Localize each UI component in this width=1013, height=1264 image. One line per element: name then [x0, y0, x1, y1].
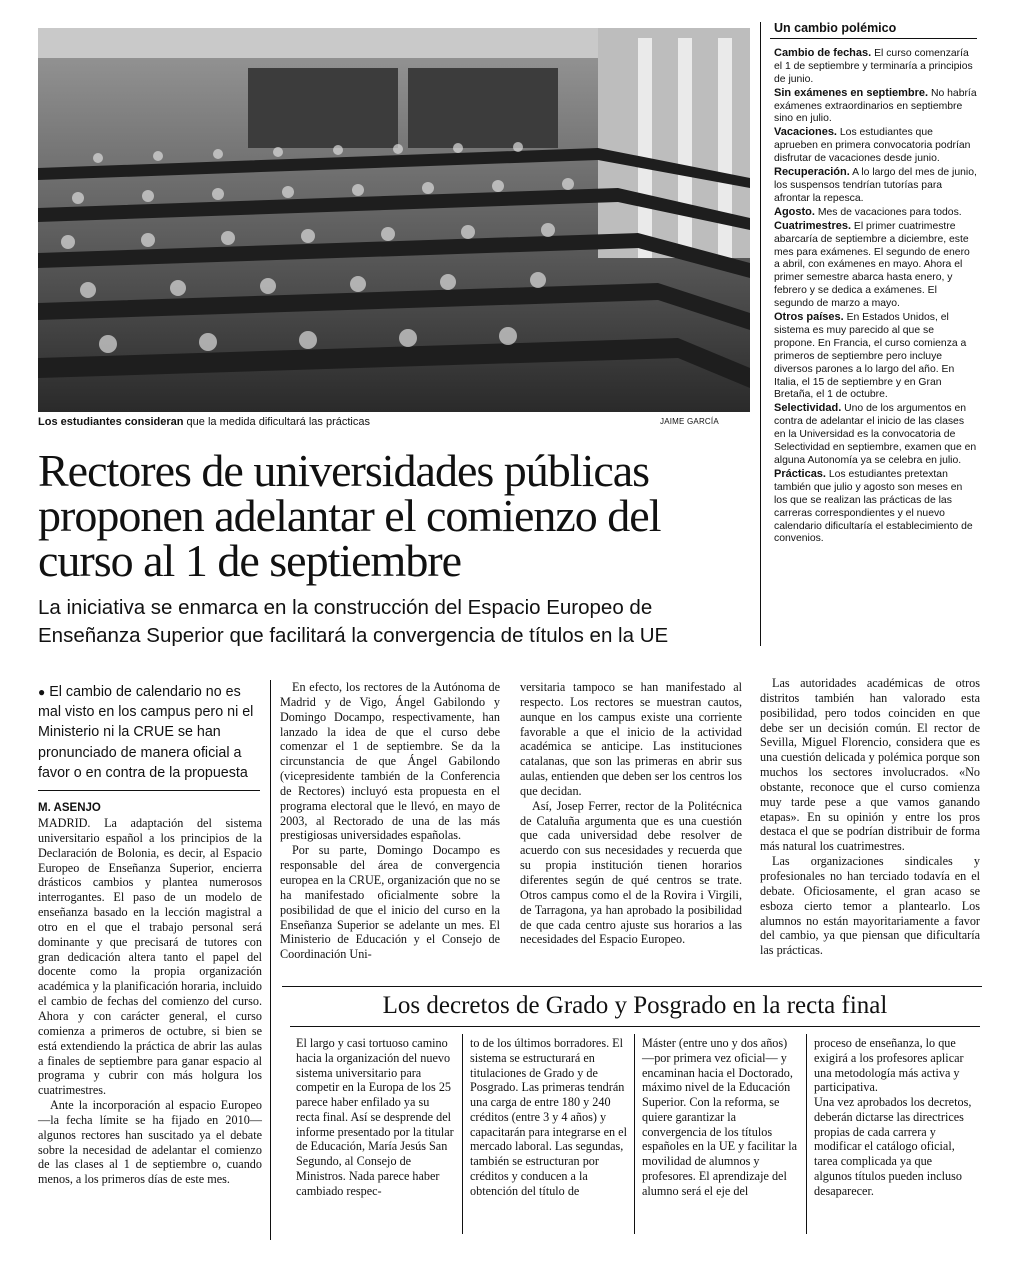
secondary-column-3 — [642, 1036, 800, 1198]
sidebar-entry — [774, 87, 977, 127]
summary-bullet: ● — [38, 685, 46, 699]
secondary-column-4 — [814, 1036, 972, 1198]
column-divider — [806, 1034, 807, 1234]
paragraph: Las organizaciones sindicales y profesionales no han terciado todavía en el debate. Oficiosamente, el gran acaso se esboza cierto temor a plantearlo. Los alumnos no están mayoritariamente a favor del cambio, ya que piensan que dificultaría las prácticas. — [760, 854, 980, 958]
sidebar-entry-term: Recuperación. — [774, 166, 850, 179]
caption-text: que la medida dificultará las prácticas — [183, 416, 370, 428]
paragraph: proceso de enseñanza, lo que exigirá a los profesores aplicar una metodología más activa y participativa. — [814, 1036, 964, 1095]
secondary-column-1 — [296, 1036, 454, 1198]
sidebar-entry-text: Los estudiantes pretextan también que julio y agosto son meses en los que se realizan las prácticas de las carreras correspondientes y el nuevo calendario dificultaría el establecimiento de convenios. — [774, 468, 973, 545]
sidebar-entry-term: Otros países. — [774, 311, 844, 324]
sidebar-entry-text: El curso comenzaría el 1 de septiembre y terminaría a principios de junio. — [774, 47, 973, 85]
sidebar-entry-text: En Estados Unidos, el sistema es muy parecido al que se propone. En Francia, el curso comienza a primeros de septiembre pero incluye diversos parones a lo largo del año. En Italia, el 15 de septiembre y en Gran Bretaña, el 1 de octubre. — [774, 312, 967, 401]
paragraph: Por su parte, Domingo Docampo es responsable del área de convergencia europea en la CRUE, organización que no se ha manifestado oficialmente sobre la posibilidad de que el inicio del curso en la Enseñanza Superior se adelante un mes. El Ministerio de Educación y el Consejo de Coordinación Uni- — [280, 843, 500, 962]
paragraph: Así, Josep Ferrer, rector de la Politécnica de Cataluña argumenta que es una cuestión que cada universidad debe resolver de acuerdo con sus necesidades y recuerda que su propia institución tienen horarios diferentes según de qué centros se trate. Otros campus como el de la Rovira i Virgili, de Tarragona, ya han aprobado la posibilidad de que cada centro ajuste sus horarios a las necesidades del Espacio Europeo. — [520, 798, 742, 947]
sidebar-entry — [774, 402, 977, 468]
sidebar-entry — [774, 166, 977, 206]
secondary-rule — [290, 1026, 980, 1027]
secondary-column-2 — [470, 1036, 628, 1198]
sidebar-entry-term: Agosto. — [774, 205, 815, 218]
sidebar-box — [762, 22, 977, 546]
summary-text: El cambio de calendario no es mal visto en los campus pero ni el Ministerio ni la CRUE se han pronunciado de manera oficial a favor o en contra de la propuesta — [38, 684, 254, 781]
paragraph: El largo y casi tortuoso camino hacia la organización del nuevo sistema universitario para competir en la Europa de los 25 parece haber enfilado ya su recta final. Así se desprende del informe presentado por la titular de Educación, María Jesús San Segundo, al Consejo de Ministros. Nada parece haber cambiado respec- — [296, 1036, 454, 1198]
article-column-3 — [520, 680, 742, 947]
sidebar-entry-term: Sin exámenes en septiembre. — [774, 86, 929, 99]
sidebar-entry-text: No habría exámenes extraordinarios en septiembre sino en julio. — [774, 87, 977, 125]
sidebar-entry-text: A lo largo del mes de junio, los suspensos tendrían tutorías para afrontar la repesca. — [774, 167, 977, 204]
sidebar-entry-text: Los estudiantes que aprueben en primera convocatoria podrían disfrutar de vacaciones desde junio. — [774, 127, 971, 165]
sidebar-title: Un cambio polémico — [770, 22, 977, 39]
column-divider — [462, 1034, 463, 1234]
sidebar-entry-term: Vacaciones. — [774, 126, 837, 139]
sidebar-entry-term: Selectividad. — [774, 402, 842, 415]
article-column-1 — [38, 816, 262, 1187]
paragraph: versitaria tampoco se han manifestado al respecto. Los rectores se muestran cautos, aunque en los campus existe una corriente favorable a que el inicio de la actividad académica se anticipe. Las instituciones catalanas, que son las primeras en abrir sus aulas, entienden que deben ser los centros los que decidan. — [520, 680, 742, 798]
article-column-4 — [760, 676, 980, 958]
sidebar-entry-text: Mes de vacaciones para todos. — [814, 206, 962, 218]
photo-credit: JAIME GARCÍA — [660, 417, 719, 426]
sidebar-entry-term: Prácticas. — [774, 467, 826, 480]
caption-lead: Los estudiantes consideran — [38, 416, 184, 428]
lecture-hall-photo — [38, 28, 750, 412]
sidebar-entry — [774, 220, 977, 311]
column-divider — [634, 1034, 635, 1234]
paragraph: MADRID. La adaptación del sistema universitario español a los principios de la Declaración de Bolonia, es decir, al Espacio Europeo de Enseñanza Superior, encierra drásticos cambios y plantea numerosos interrogantes. El paso de un modelo de enseñanza basado en la lección magistral a otro en el que el trabajo personal será dominante y que precisará de tutores con gran dedicación altera tanto el papel del docente como la propia organización académica y la planificación horaria, incluido el cambio de fechas del comienzo del curso. Ahora y con carácter general, el curso comienza a primeros de octubre, si bien se está extendiendo la práctica de abrir las aulas a finales de septiembre para ganar espacio al programa y cubrir con más holgura los cuatrimestres. — [38, 816, 262, 1098]
sidebar-entry-text: El primer cuatrimestre abarcaría de septiembre a diciembre, este mes para exámenes. El segundo de enero a abril, con exámenes en mayo. Ahora el primer semestre abarca hasta enero, y febrero y se dedica a exámenes. El segundo de marzo a mayo. — [774, 220, 970, 310]
sidebar-entry — [774, 468, 977, 546]
paragraph: Las autoridades académicas de otros distritos también han valorado esta posibilidad, pero todos coinciden en que debe ser un decisión común. El rector de Sevilla, Miguel Florencio, considera que es una cuestión delicada y polémica porque son muchos los sectores involucrados. «No obstante, reconoce que el curso comienza muy tarde pese a que vamos ganando etapas». En su opinión y entre los pros destaca el que se podrían distribuir de forma más natural los cuatrimestres. — [760, 676, 980, 854]
sidebar-divider — [760, 22, 761, 646]
paragraph: En efecto, los rectores de la Autónoma de Madrid y de Vigo, Ángel Gabilondo y Domingo Docampo, respectivamente, han lanzado la idea de que el curso debe comenzar el 1 de septiembre. Se da la circunstancia de que Ángel Gabilondo (vicepresidente también de la Conferencia de Rectores) incluyó esta propuesta en el programa electoral que le llevó, en mayo de 2003, al Rectorado de una de las más prestigiosas universidades españolas. — [280, 680, 500, 843]
headline: Rectores de universidades públicas proponen adelantar el comienzo del curso al 1 de septiembre — [38, 445, 661, 586]
paragraph: Máster (entre uno y dos años) —por primera vez oficial— y encaminan hacia el Doctorado, máximo nivel de la Educación Superior. Con la reforma, se quiere garantizar la convergencia de los títulos españoles en la UE y facilitar la movilidad de alumnos y profesores. El aprendizaje del alumno será el eje del — [642, 1036, 797, 1198]
sidebar-entry-term: Cuatrimestres. — [774, 219, 852, 232]
photo-caption — [38, 416, 638, 428]
article-summary — [38, 682, 260, 783]
secondary-headline: Los decretos de Grado y Posgrado en la recta final — [382, 992, 888, 1019]
sidebar-entry — [774, 47, 977, 87]
sidebar-entry-text: Uno de los argumentos en contra de adelantar el inicio de las clases en la Universidad es la convocatoria de Selectividad en septiembre, examen que en alguna Autonomía ya se celebra en julio. — [774, 403, 977, 466]
sidebar-entry — [774, 206, 977, 220]
byline: M. ASENJO — [38, 802, 101, 814]
article-column-2 — [280, 680, 500, 962]
paragraph: Una vez aprobados los decretos, deberán dictarse las directrices propias de cada carrera y modificar el catálogo oficial, tarea complicada ya que algunos títulos pueden incluso desaparecer. — [814, 1095, 972, 1198]
summary-rule — [38, 790, 260, 791]
column-divider — [270, 680, 271, 1240]
sidebar-entry — [774, 126, 977, 166]
paragraph: to de los últimos borradores. El sistema se estructurará en titulaciones de Grado y de Posgrado. Las primeras tendrán una carga de entre 180 y 240 créditos (entre 3 y 4 años) y capacitarán para integrarse en el mercado laboral. Las segundas, también se estructuran por créditos y conducen a la obtención del título de — [470, 1036, 627, 1198]
sidebar-entry — [774, 311, 977, 402]
subheadline: La iniciativa se enmarca en la construcción del Espacio Europeo de Enseñanza Superior que facilitará la convergencia de títulos en la UE — [38, 596, 669, 647]
paragraph: Ante la incorporación al espacio Europeo —la fecha límite se ha fijado en 2010— algunos rectores han suscitado ya el debate sobre la necesidad de adelantar el comienzo de las clases al 1 de septiembre o, cuando menos, a los primeros días de este mes. — [38, 1098, 262, 1187]
sidebar-entry-term: Cambio de fechas. — [774, 46, 872, 59]
section-rule — [282, 986, 982, 987]
sidebar-entries — [762, 47, 977, 546]
